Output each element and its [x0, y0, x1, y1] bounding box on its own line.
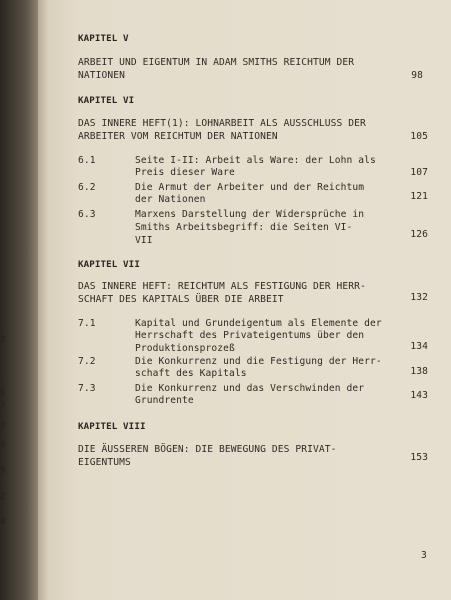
book-page [38, 0, 451, 600]
section-number: 6.1 [78, 155, 96, 166]
chapter-heading: KAPITEL VII [78, 259, 140, 270]
section-page-number: 121 [410, 191, 428, 202]
section-title-line: der Nationen [135, 194, 206, 205]
section-title-line: Marxens Darstellung der Widersprüche in [135, 209, 365, 220]
page-number: 3 [421, 550, 427, 561]
section-number: 6.3 [78, 209, 96, 220]
section-title-line: VII [135, 235, 153, 246]
edge-number: 2 [0, 492, 6, 502]
edge-number: 4 [0, 517, 6, 527]
section-title-line: schaft des Kapitals [135, 368, 247, 379]
section-title-line: Smiths Arbeitsbegriff: die Seiten VI- [135, 222, 353, 233]
edge-number: 7 [0, 422, 6, 432]
chapter-heading: KAPITEL V [78, 33, 129, 44]
edge-number: 9 [0, 466, 6, 476]
chapter-title-line: DAS INNERE HEFT(1): LOHNARBEIT ALS AUSSCHLUSS DER [78, 118, 366, 129]
section-title-line: Produktionsprozeß [135, 343, 235, 354]
section-number: 7.1 [78, 318, 96, 329]
chapter-title-line: ARBEIT UND EIGENTUM IN ADAM SMITHS REICHTUM DER [78, 57, 355, 68]
chapter-page-number: 153 [410, 452, 428, 463]
section-title-line: Herrschaft des Privateigentums über den [135, 330, 365, 341]
section-title-line: Kapital und Grundeigentum als Elemente der [135, 318, 382, 329]
chapter-page-number: 132 [410, 292, 428, 303]
section-title-line: Die Konkurrenz und das Verschwinden der [135, 383, 365, 394]
chapter-page-number: 98 [411, 70, 423, 81]
section-page-number: 107 [410, 167, 428, 178]
chapter-title-line: DIE ÄUSSEREN BÖGEN: DIE BEWEGUNG DES PRIVAT- [78, 444, 337, 455]
section-title-line: Grundrente [135, 395, 194, 406]
chapter-heading: KAPITEL VI [78, 95, 135, 106]
edge-number: 3 [0, 335, 6, 345]
section-page-number: 138 [410, 366, 428, 377]
edge-number: 8 [0, 440, 6, 450]
edge-number: 6 [0, 388, 6, 398]
chapter-title-line: DAS INNERE HEFT: REICHTUM ALS FESTIGUNG DER HERR- [78, 281, 366, 292]
chapter-title-line: SCHAFT DES KAPITALS ÜBER DIE ARBEIT [78, 294, 284, 305]
section-title-line: Die Armut der Arbeiter und der Reichtum [135, 182, 365, 193]
chapter-title-line: ARBEITER VOM REICHTUM DER NATIONEN [78, 131, 278, 142]
section-number: 7.3 [78, 383, 96, 394]
chapter-title-line: EIGENTUMS [78, 457, 131, 468]
left-page-edge [0, 0, 38, 600]
section-number: 7.2 [78, 356, 96, 367]
chapter-title-line: NATIONEN [78, 70, 126, 81]
section-number: 6.2 [78, 182, 96, 193]
section-page-number: 134 [410, 341, 428, 352]
section-title-line: Seite I-II: Arbeit als Ware: der Lohn als [135, 155, 376, 166]
section-title-line: Preis dieser Ware [135, 167, 235, 178]
section-page-number: 143 [410, 390, 428, 401]
chapter-page-number: 105 [410, 131, 428, 142]
section-page-number: 126 [410, 229, 428, 240]
edge-number: 7 [0, 401, 6, 411]
section-title-line: Die Konkurrenz und die Festigung der Herr- [135, 356, 382, 367]
chapter-heading: KAPITEL VIII [78, 421, 146, 432]
